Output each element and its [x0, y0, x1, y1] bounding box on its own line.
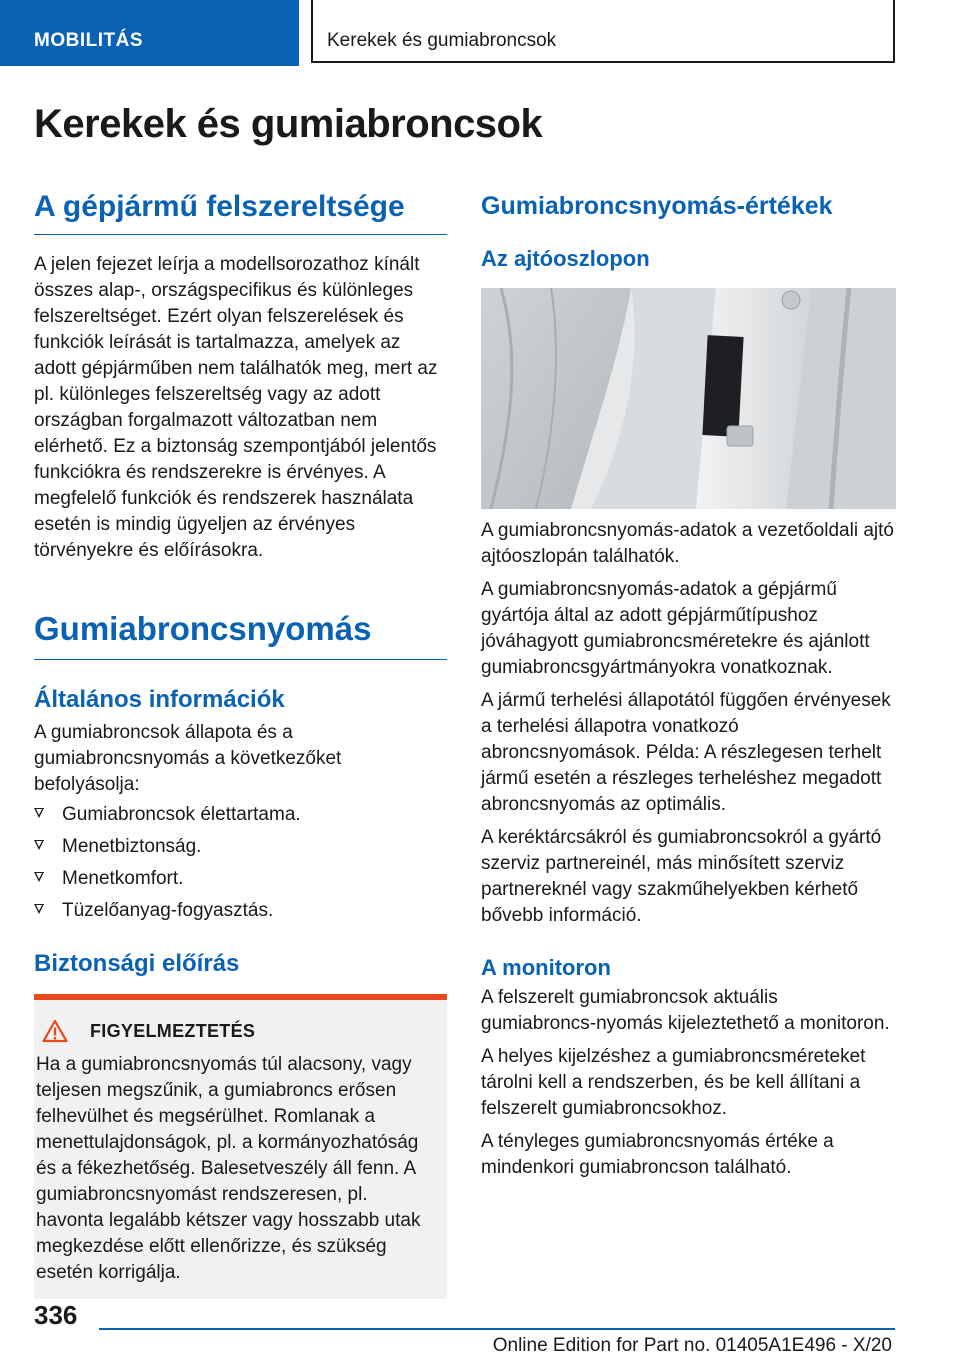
- door-pillar-photo: [481, 288, 896, 509]
- general-info-text: A gumiabroncsok állapota és a gumiabroncsnyomás a következőket befolyásolja:: [34, 722, 342, 795]
- list-item: Menetkomfort.: [34, 866, 447, 898]
- triangle-bullet-icon: [34, 808, 44, 818]
- pressure-text-3: A jármű terhelési állapotától függően érvényesek a terhelési állapotra vonatkozó abroncsnyomások. Példa: A részlegesen terhelt jármű esetén a részleges terheléshez megadott abroncsnyomás az optimális.: [481, 690, 891, 815]
- page-title: Kerekek és gumiabroncsok: [34, 102, 543, 146]
- factor-list: [34, 802, 447, 930]
- right-column: [481, 192, 896, 1181]
- monitor-heading: A monitoron: [481, 955, 611, 980]
- monitor-text-3: A tényleges gumiabroncsnyomás értéke a mindenkori gumiabroncson található.: [481, 1131, 834, 1178]
- page-number: 336: [34, 1300, 78, 1330]
- list-item: Gumiabroncsok élettartama.: [34, 802, 447, 834]
- pressure-text-4: A keréktárcsákról és gumiabroncsokról a gyártó szerviz partnereinél, más minősített szerviz partnereknél vagy szakműhelyekben kérhető bővebb információ.: [481, 827, 882, 926]
- warning-header: [34, 1016, 435, 1046]
- triangle-bullet-icon: [34, 904, 44, 914]
- safety-heading: Biztonsági előírás: [34, 950, 240, 977]
- monitor-text-2: A helyes kijelzéshez a gumiabroncsméreteket tárolni kell a rendszerben, és be kell állítani a felszerelt gumiabroncsokhoz.: [481, 1046, 866, 1119]
- edition-note: Online Edition for Part no. 01405A1E496 - X/20: [492, 1335, 892, 1356]
- warning-title: FIGYELMEZTETÉS: [90, 1020, 256, 1041]
- pressure-text-1: A gumiabroncsnyomás-adatok a vezetőoldali ajtó ajtóoszlopán találhatók.: [481, 520, 894, 567]
- triangle-bullet-icon: [34, 840, 44, 850]
- equipment-heading: A gépjármű felszereltsége: [34, 190, 447, 235]
- tire-pressure-heading: Gumiabroncsnyomás: [34, 610, 447, 660]
- general-info-heading: Általános információk: [34, 686, 285, 713]
- list-item: Menetbiztonság.: [34, 834, 447, 866]
- pressure-values-heading: Gumiabroncsnyomás-értékek: [481, 192, 833, 220]
- pressure-text-2: A gumiabroncsnyomás-adatok a gépjármű gyártója által az adott gépjárműtípushoz jóváhagyott gumiabroncsméretekre és ajánlott gumiabroncsgyártmányokra vonatkoznak.: [481, 579, 870, 678]
- door-pillar-illustration: [481, 288, 896, 509]
- door-pillar-heading: Az ajtóoszlopon: [481, 246, 650, 271]
- warning-box: [34, 994, 447, 1299]
- breadcrumb: Kerekek és gumiabroncsok: [311, 0, 895, 63]
- equipment-text: A jelen fejezet leírja a modellsorozathoz kínált összes alap-, országspecifikus és különleges felszereltséget. Ezért olyan felszerelések és funkciók leírását is tartalmazza, amelyek az adott gépjárműben nem találhatók meg, mert az pl. különleges felszereltség vagy az adott országban forgalmazott változatban nem elérhető. Ez a biztonság szempontjából jelentős funkciókra és rendszerekre is érvényes. A megfelelő funkciók és rendszerek használata esetén is mindig ügyeljen az érvényes törvényekre és előírásokra.: [34, 254, 438, 561]
- warning-text: Ha a gumiabroncsnyomás túl alacsony, vagy teljesen megszűnik, a gumiabroncs erősen felhevülhet és megsérülhet. Romlanak a menettulajdonságok, pl. a kormányozhatóság és a fékezhetőség. Balesetveszély áll fenn. A gumiabroncsnyomást rendszeresen, pl. havonta legalább kétszer vagy hosszabb utak megkezdése előtt ellenőrizze, és szükség esetén korrigálja.: [36, 1054, 421, 1283]
- left-column: [34, 190, 447, 1299]
- triangle-bullet-icon: [34, 872, 44, 882]
- monitor-text-1: A felszerelt gumiabroncsok aktuális gumiabroncs-nyomás kijeleztethető a monitoron.: [481, 987, 890, 1034]
- warning-triangle-icon: [42, 1019, 68, 1043]
- footer-divider: [99, 1328, 895, 1330]
- list-item: Tüzelőanyag-fogyasztás.: [34, 898, 447, 930]
- section-tab: MOBILITÁS: [0, 0, 299, 66]
